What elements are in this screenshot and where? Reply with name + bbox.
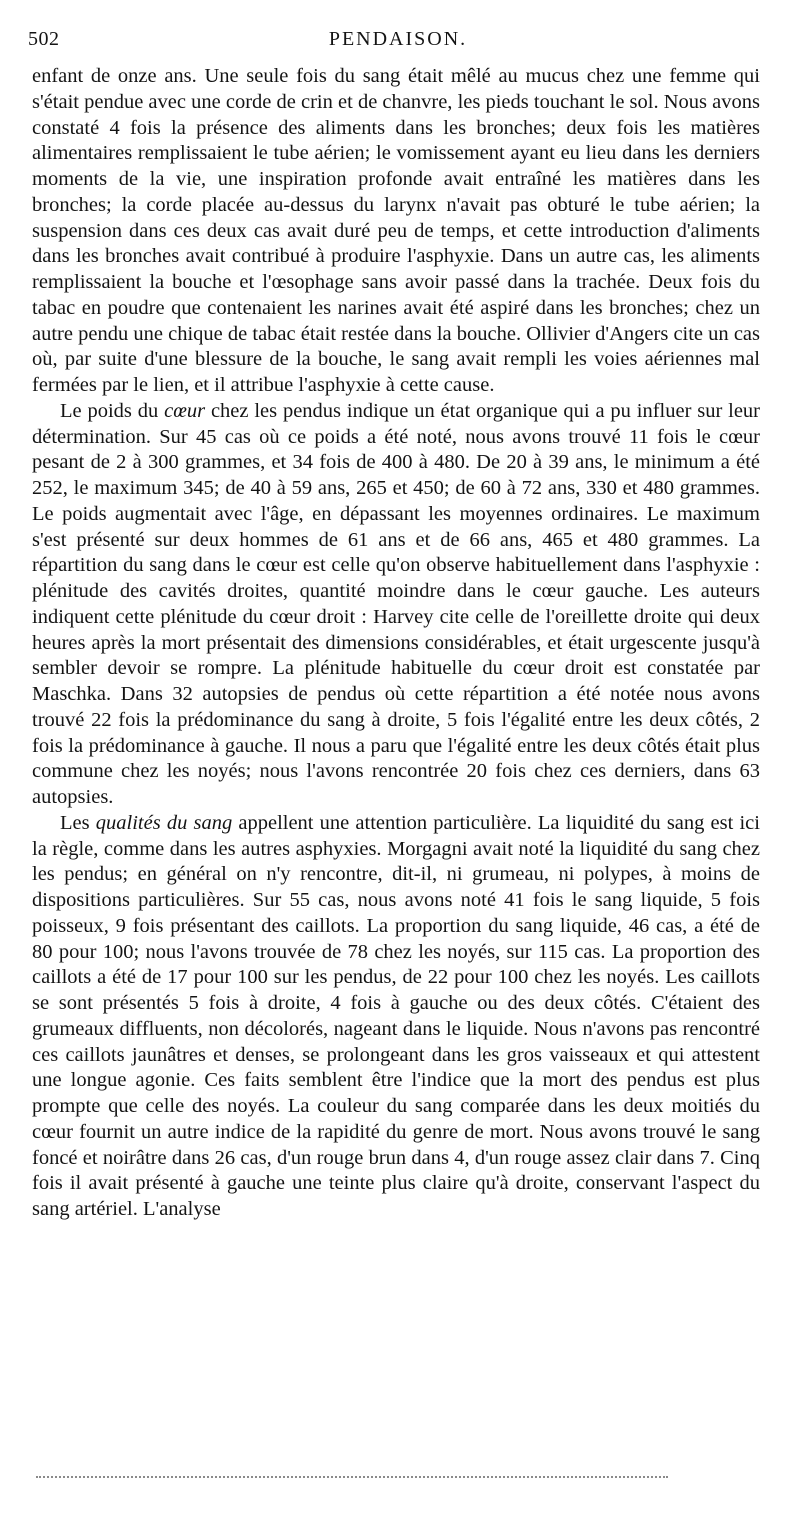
paragraph-heart-weight (32, 399, 760, 811)
body-text (32, 64, 760, 1223)
running-title: PENDAISON. (328, 28, 468, 50)
italic-term: qualités du sang (95, 811, 233, 834)
page-number: 502 (28, 28, 60, 50)
footer-dotted-rule (36, 1476, 668, 1478)
paragraph-continuation (32, 64, 760, 399)
paragraph-blood-qualities (32, 811, 760, 1223)
paragraph-text: enfant de onze ans. Une seule fois du sang était mêlé au mucus chez une femme qui s'était pendue avec une corde de crin et de chanvre, les pieds touchant le sol. Nous avons constaté 4 fois la présence des aliments dans les bronches; deux fois les matières alimentaires remplissaient le tube aérien; le vomissement ayant eu lieu dans les derniers moments de la vie, une inspiration profonde avait entraîné les matières dans les bronches; la corde placée au-dessus du larynx n'avait pas obturé le tube aérien; la suspension dans ces deux cas avait duré peu de temps, et cette introduction d'aliments dans les bronches avait contribué à produire l'asphyxie. Dans un autre cas, les aliments remplissaient la bouche et l'œsophage sans avoir passé dans la trachée. Deux fois du tabac en poudre que contenaient les narines avait été aspiré dans les bronches; chez un autre pendu une chique de tabac était restée dans la bouche. Ollivier d'Angers cite un cas où, par suite d'une blessure de la bouche, le sang avait rempli les voies aériennes mal fermées par le lien, et il attribue l'asphyxie à cette cause. (32, 65, 760, 396)
page-header (28, 20, 768, 50)
paragraph-text: appellent une attention particulière. La liquidité du sang est ici la règle, comme dans les autres asphyxies. Morgagni avait noté la liquidité du sang chez les pendus; en général on n'y rencontre, dit-il, ni grumeau, ni polypes, à moins de dispositions particulières. Sur 55 cas, nous avons noté 41 fois le sang liquide, 5 fois poisseux, 9 fois présentant des caillots. La proportion du sang liquide, 46 cas, a été de 80 pour 100; nous l'avons trouvée de 78 chez les noyés, sur 115 cas. La proportion des caillots a été de 17 pour 100 sur les pendus, de 22 pour 100 chez les noyés. Les caillots se sont présentés 5 fois à droite, 4 fois à gauche ou des deux côtés. C'étaient des grumeaux diffluents, non décolorés, nageant dans le liquide. Nous n'avons pas rencontré ces caillots jaunâtres et denses, se prolongeant dans les gros vaisseaux et qui attestent une longue agonie. Ces faits semblent être l'indice que la mort des pendus est plus prompte que celle des noyés. La couleur du sang comparée dans les deux moitiés du cœur fournit un autre indice de la rapidité du genre de mort. Nous avons trouvé le sang foncé et noirâtre dans 26 cas, d'un rouge brun dans 4, d'un rouge assez clair dans 7. Cinq fois il avait présenté à gauche une teinte plus claire qu'à droite, conservant l'aspect du sang artériel. L'analyse (32, 811, 760, 1220)
paragraph-text: Les (60, 811, 96, 834)
paragraph-text: chez les pendus indique un état organique qui a pu influer sur leur détermination. Sur 45 cas où ce poids a été noté, nous avons trouvé 11 fois le cœur pesant de 2 à 300 grammes, et 34 fois de 400 à 480. De 20 à 39 ans, le minimum a été 252, le maximum 345; de 40 à 59 ans, 265 et 450; de 60 à 72 ans, 330 et 480 grammes. Le poids augmentait avec l'âge, en dépassant les moyennes ordinaires. Le maximum s'est présenté sur deux hommes de 61 ans et de 66 ans, 465 et 480 grammes. La répartition du sang dans le cœur est celle qu'on observe habituellement dans l'asphyxie : plénitude des cavités droites, quantité moindre dans le cœur gauche. Les auteurs indiquent cette plénitude du cœur droit : Harvey cite celle de l'oreillette droite qui deux heures après la mort présentait des dimensions considérables, et était urgescente jusqu'à sembler devoir se rompre. La plénitude habituelle du cœur droit est constatée par Maschka. Dans 32 autopsies de pendus où cette répartition a été notée nous avons trouvé 22 fois la prédominance du sang à droite, 5 fois l'égalité entre les deux côtés, 2 fois la prédominance à gauche. Il nous a paru que l'égalité entre les deux côtés était plus commune chez les noyés; nous l'avons rencontrée 20 fois chez ces derniers, dans 63 autopsies. (32, 399, 761, 808)
italic-term: cœur (164, 399, 206, 422)
paragraph-text: Le poids du (60, 399, 165, 422)
